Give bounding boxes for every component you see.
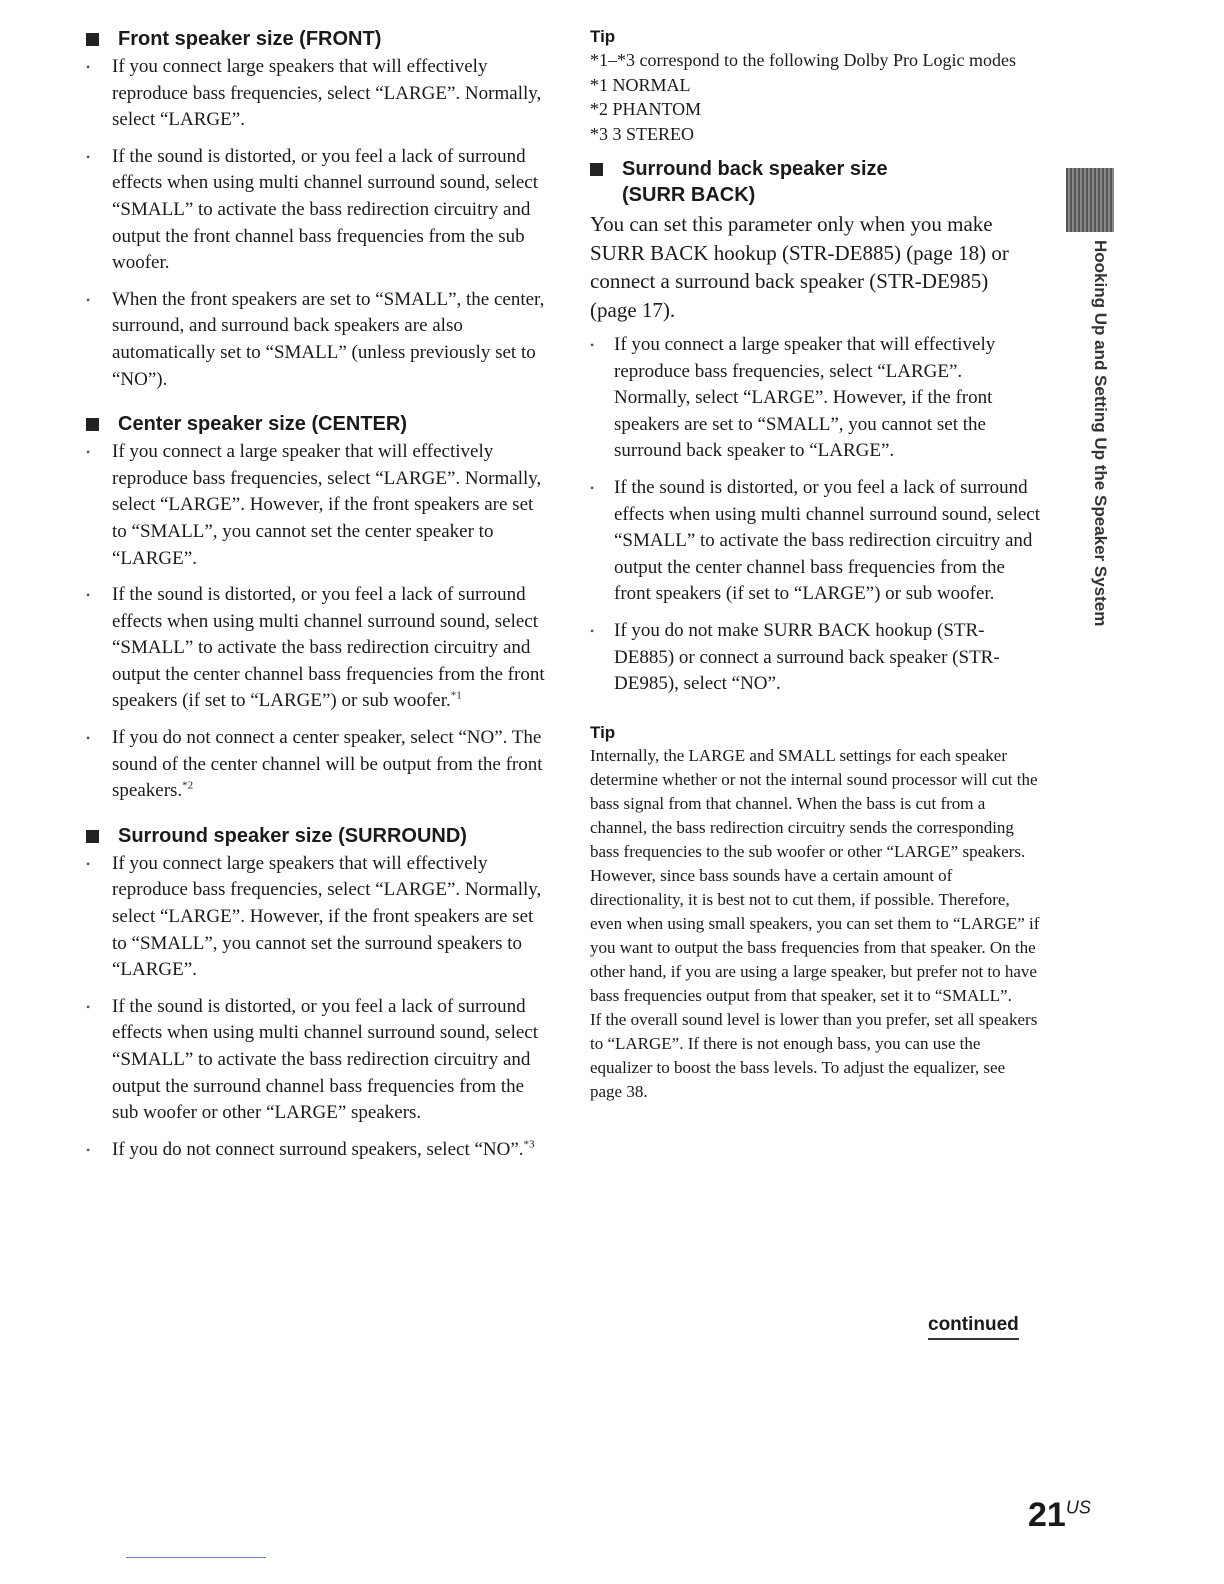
surround-back-intro: You can set this parameter only when you make SURR BACK hookup (STR-DE885) (page 18) or connect a surround back speaker (STR-DE985) (page 17).: [590, 212, 1009, 322]
footnote-ref: *3: [523, 1138, 535, 1151]
mode-item: *3 3 STEREO: [590, 123, 695, 144]
list-item: • If the sound is distorted, or you feel a lack of surround effects when using multi channel surround sound, select “SMALL” to activate the bass redirection circuitry and output the front channel bass frequencies from the sub woofer.: [86, 144, 546, 277]
footnote-ref: *1: [450, 690, 462, 703]
tip-paragraph: However, since bass sounds have a certain amount of directionality, it is best not to cut them, if possible. Therefore, even when using small speakers, you can set them to “LARGE” if you want to output the bass frequencies from that speaker. On the other hand, if you are using a large speaker, but prefer not to have bass frequencies output from that speaker, set it to “SMALL”.: [590, 865, 1040, 1005]
item-text: If the sound is distorted, or you feel a lack of surround effects when using multi channel surround sound, select “SMALL” to activate the bass redirection circuitry and output the center channel bass frequencies from the front speakers (if set to “LARGE”) or sub woofer.: [112, 584, 545, 712]
list-item: • If you connect large speakers that will effectively reproduce bass frequencies, select “LARGE”. Normally, select “LARGE”. However, if the front speakers are set to “SMALL”, you cannot set the surround speakers to “LARGE”.: [86, 851, 546, 984]
tip-paragraph: If the overall sound level is lower than you prefer, set all speakers to “LARGE”. If there is not enough bass, you can use the equalizer to boost the bass levels. To adjust the equalizer, see page 38.: [590, 1009, 1038, 1101]
heading-text: Surround back speaker size: [622, 158, 888, 180]
tip-title: Tip: [590, 27, 616, 46]
list-item: [86, 582, 546, 715]
mode-item: *2 PHANTOM: [590, 99, 702, 119]
surround-back-bullets: [590, 332, 1040, 698]
square-bullet-icon: [86, 418, 99, 431]
list-item: [86, 725, 546, 805]
square-bullet-icon: [86, 830, 99, 843]
page-number: [1028, 1496, 1091, 1535]
page-number-value: 21: [1028, 1496, 1066, 1534]
list-item: • If you connect a large speaker that will effectively reproduce bass frequencies, select “LARGE”. Normally, select “LARGE”. However, if the front speakers are set to “SMALL”, you cannot set the center speaker to “LARGE”.: [86, 439, 546, 572]
list-item: [86, 1137, 546, 1164]
heading-text: Surround speaker size (SURROUND): [118, 824, 467, 847]
item-text: If you do not connect surround speakers, select “NO”.: [112, 1138, 524, 1160]
footnote-ref: *2: [182, 779, 194, 792]
tip-text: *1–*3 correspond to the following Dolby Pro Logic modes: [590, 50, 1016, 70]
item-text: If you do not connect a center speaker, select “NO”. The sound of the center channel will be output from the front speakers.: [112, 727, 543, 802]
center-speaker-heading: [86, 411, 546, 437]
mode-item: *1 NORMAL: [590, 74, 691, 95]
list-item: • If the sound is distorted, or you feel a lack of surround effects when using multi channel surround sound, select “SMALL” to activate the bass redirection circuitry and output the center channel bass frequencies from the front speakers (if set to “LARGE”) or sub woofer.: [590, 475, 1040, 608]
left-column: [86, 26, 546, 1173]
tip-box-modes: [590, 26, 1040, 146]
center-bullets: [86, 439, 546, 805]
list-item: • When the front speakers are set to “SMALL”, the center, surround, and surround back speakers are also automatically set to “SMALL” (unless previously set to “NO”).: [86, 287, 546, 393]
list-item: • If you do not make SURR BACK hookup (STR-DE885) or connect a surround back speaker (STR-DE985), select “NO”.: [590, 618, 1040, 698]
footer-rule: [126, 1557, 266, 1558]
square-bullet-icon: [86, 33, 99, 46]
tip-title: Tip: [590, 722, 616, 742]
right-column: [590, 26, 1040, 1104]
side-section-label: Hooking Up and Setting Up the Speaker System: [1091, 240, 1110, 627]
list-item: • If you connect a large speaker that will effectively reproduce bass frequencies, select “LARGE”. Normally, select “LARGE”. However, if the front speakers are set to “SMALL”, you cannot set the surround back speaker to “LARGE”.: [590, 332, 1040, 465]
page-suffix: US: [1065, 1497, 1091, 1518]
section-tab-marker: [1066, 168, 1114, 232]
heading-text: (SURR BACK): [622, 184, 756, 206]
surround-bullets: [86, 851, 546, 1164]
front-speaker-heading: [86, 26, 546, 52]
tip-paragraph: Internally, the LARGE and SMALL settings for each speaker determine whether or not the internal sound processor will cut the bass signal from that channel. When the bass is cut from a channel, the bass redirection circuitry sends the corresponding bass frequencies to the sub woofer or other “LARGE” speakers.: [590, 745, 1038, 861]
heading-text: Center speaker size (CENTER): [118, 413, 407, 436]
continued-label: continued: [928, 1314, 1019, 1340]
surround-back-heading: [590, 156, 1040, 208]
list-item: • If the sound is distorted, or you feel a lack of surround effects when using multi channel surround sound, select “SMALL” to activate the bass redirection circuitry and output the surround channel bass frequencies from the sub woofer or other “LARGE” speakers.: [86, 994, 546, 1127]
square-bullet-icon: [590, 163, 603, 176]
heading-text: Front speaker size (FRONT): [118, 28, 382, 50]
front-bullets: [86, 54, 546, 393]
surround-speaker-heading: [86, 823, 546, 849]
list-item: • If you connect large speakers that will effectively reproduce bass frequencies, select “LARGE”. Normally, select “LARGE”.: [86, 54, 546, 134]
tip-box-large-small: [590, 722, 1040, 1104]
